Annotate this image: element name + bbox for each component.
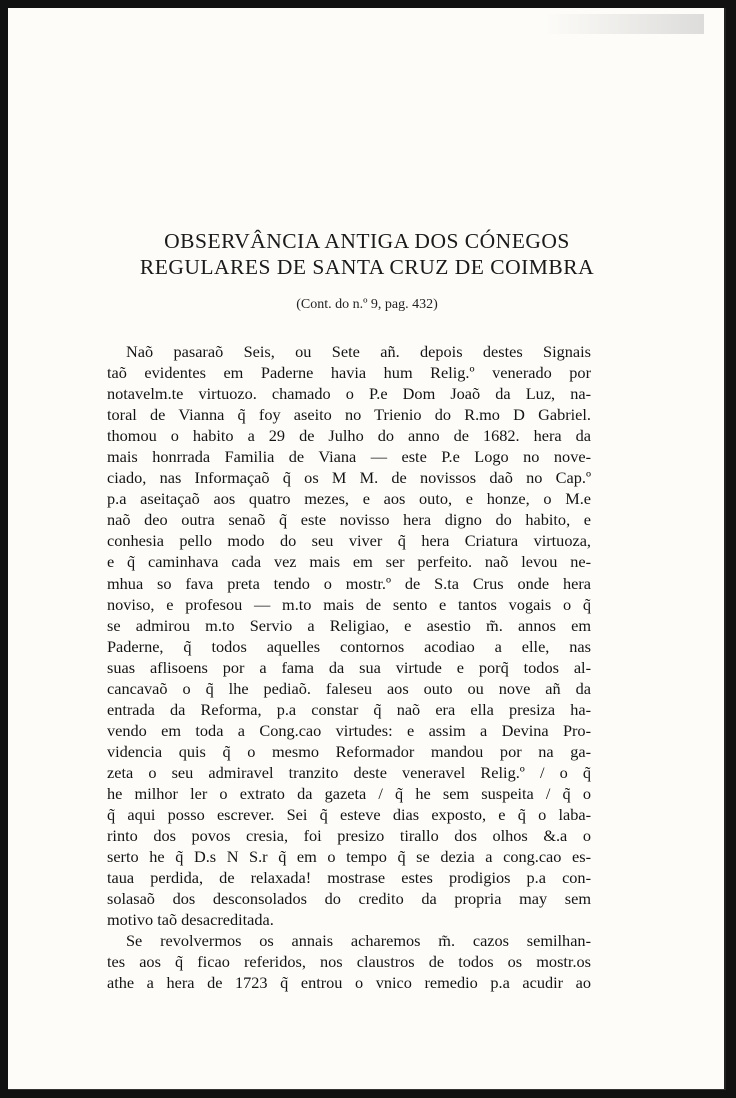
text-line: ciado, nas Informaçaõ q̃ os M M. de novissos daõ no Cap.º: [107, 468, 591, 488]
text-line: e q̃ caminhava cada vez mais em ser perfeito. naõ levou ne-: [107, 552, 591, 572]
text-line: Paderne, q̃ todos aquelles contornos acodiao a elle, nas: [107, 636, 591, 656]
text-line: conhesia pello modo do seu viver q̃ hera Criatura virtuoza,: [107, 531, 591, 551]
text-line: serto he q̃ D.s N S.r q̃ em o tempo q̃ se dezia a cong.cao es-: [107, 847, 591, 867]
text-line: noviso, e profesou — m.to mais de sento e tantos vogais o q̃: [107, 594, 591, 614]
text-line: motivo taõ desacreditada.: [107, 910, 274, 930]
text-line: zeta o seu admiravel tranzito deste veneravel Relig.º / o q̃: [107, 762, 591, 782]
text-line: athe a hera de 1723 q̃ entrou o vnico remedio p.a acudir ao: [107, 973, 591, 993]
text-line: naõ deo outra senaõ q̃ este novisso hera digno do habito, e: [107, 510, 591, 530]
text-line: mais honrrada Familia de Viana — este P.e Logo no nove-: [107, 447, 591, 467]
text-line: se admirou m.to Servio a Religiao, e asestio m̃. annos em: [107, 615, 591, 635]
scan-shadow: [544, 14, 704, 34]
text-line: cancavaõ o q̃ lhe pediaõ. faleseu aos outo ou nove añ da: [107, 678, 591, 698]
title-line: OBSERVÂNCIA ANTIGA DOS CÓNEGOS: [164, 229, 570, 253]
text-line: Naõ pasaraõ Seis, ou Sete añ. depois destes Signais: [126, 342, 591, 361]
text-line: entrada da Reforma, p.a constar q̃ naõ era ella presiza ha-: [107, 699, 591, 719]
text-line: taua perdida, de relaxada! mostrase estes prodigios p.a con-: [107, 868, 591, 888]
text-line: vendo em toda a Cong.cao virtudes: e assim a Devina Pro-: [107, 720, 591, 740]
text-line: taõ evidentes em Paderne havia hum Relig.º venerado por: [107, 363, 591, 383]
document-page: [8, 8, 726, 1090]
text-line: notavelm.te virtuozo. chamado o P.e Dom Joaõ da Luz, na-: [107, 384, 591, 404]
text-line: suas aflisoens por a fama da sua virtude e porq̃ todos al-: [107, 657, 591, 677]
text-line: p.a aseitaçaõ aos quatro mezes, e aos outo, e honze, o M.e: [107, 489, 591, 509]
article-title: [8, 228, 726, 280]
continuation-note: (Cont. do n.º 9, pag. 432): [296, 297, 438, 312]
text-line: tes aos q̃ ficao referidos, nos claustros de todos os mostr.os: [107, 952, 591, 972]
text-line: he milhor ler o extrato da gazeta / q̃ he sem suspeita / q̃ o: [107, 783, 591, 803]
text-line: toral de Vianna q̃ foy aseito no Trienio do R.mo D Gabriel.: [107, 405, 591, 425]
text-line: solasaõ dos desconsolados do credito da propria may sem: [107, 889, 591, 909]
body-text: [107, 341, 591, 993]
text-line: thomou o habito a 29 de Julho do anno de 1682. hera da: [107, 426, 591, 446]
text-line: Se revolvermos os annais acharemos m̃. cazos semilhan-: [126, 931, 591, 951]
text-line: rinto dos povos cresia, foi presizo tirallo dos olhos &.a o: [107, 826, 591, 846]
text-line: mhua so fava preta tendo o mostr.º de S.ta Crus onde hera: [107, 573, 591, 593]
text-line: q̃ aqui posso escrever. Sei q̃ esteve dias exposto, e q̃ o laba-: [107, 805, 591, 825]
text-line: videncia quis q̃ o mesmo Reformador mandou por na ga-: [107, 741, 591, 761]
title-line: REGULARES DE SANTA CRUZ DE COIMBRA: [139, 255, 595, 279]
